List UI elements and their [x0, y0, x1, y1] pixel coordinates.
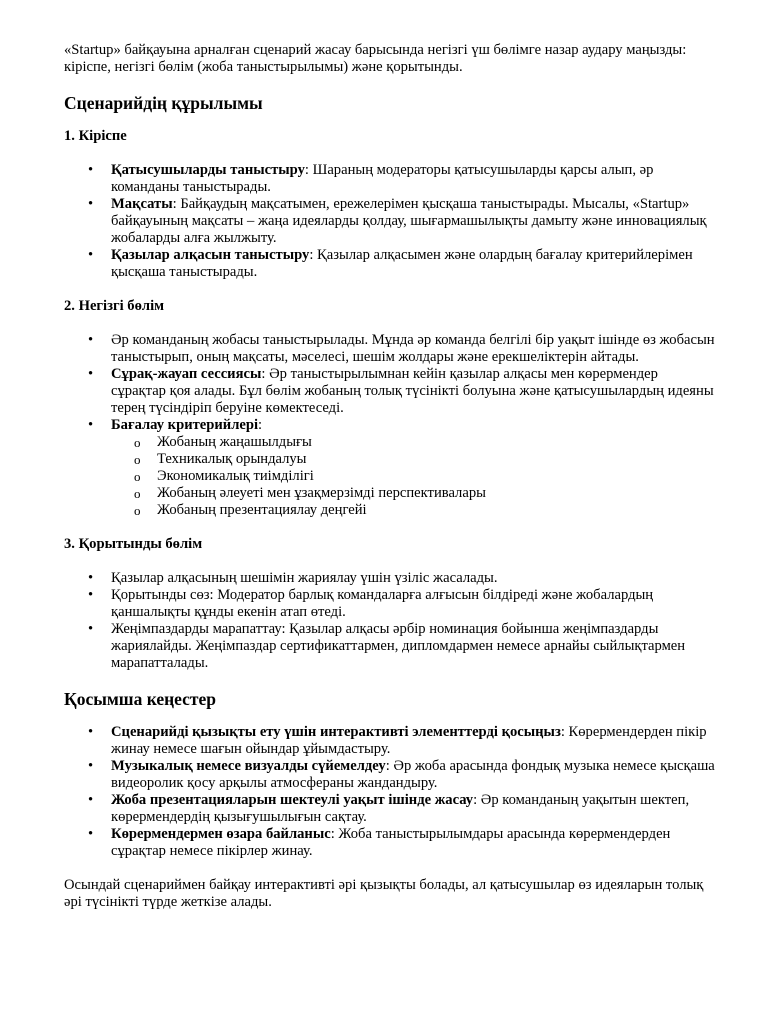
- closing-paragraph: Осындай сценариймен байқау интерактивті әрі қызықты болады, ал қатысушылар өз идеяларын толық әрі түсінікті түрде жеткізе алады.: [64, 877, 704, 910]
- list-item: [111, 417, 716, 519]
- item-term: Қазылар алқасын таныстыру: [111, 247, 310, 263]
- section-2-heading: 2. Негізгі бөлім: [64, 298, 165, 314]
- item-text: : Қазылар алқасымен және олардың бағалау критерийлерімен қысқаша таныстырады.: [111, 247, 693, 280]
- list-item: [111, 196, 716, 247]
- item-term: Қатысушыларды таныстыру: [111, 162, 305, 178]
- item-text: : Көрермендерден пікір жинау немесе шағын ойындар ұйымдастыру.: [111, 724, 707, 757]
- section-1-heading: 1. Кіріспе: [64, 128, 127, 144]
- item-text: : Әр команданың уақытын шектеп, көрермендердің қызығушылығын сақтау.: [111, 792, 690, 825]
- list-item: [111, 826, 716, 860]
- item-text: Жеңімпаздарды марапаттау: Қазылар алқасы әрбір номинация бойынша жеңімпаздарды жариялайды. Жеңімпаздар сертификаттармен, дипломдармен немесе арнайы сыйлықтармен марапатталады.: [111, 621, 686, 671]
- list-item: [111, 332, 716, 366]
- item-term: Сценарийді қызықты ету үшін интерактивті элементтерді қосыңыз: [111, 724, 561, 740]
- list-item: [111, 792, 716, 826]
- item-term: Мақсаты: [111, 196, 173, 212]
- section-1-list: [64, 162, 716, 281]
- list-item: [111, 366, 716, 417]
- criteria-item: o Жобаның әлеуеті мен ұзақмерзімді перспективалары: [157, 485, 716, 502]
- criteria-list: [111, 434, 716, 519]
- intro-paragraph: «Startup» байқауына арналған сценарий жасау барысында негізгі үш бөлімге назар аудару маңызды: кіріспе, негізгі бөлім (жоба таныстырылымы) және қорытынды.: [64, 42, 687, 75]
- item-term: Көрермендермен өзара байланыс: [111, 826, 331, 842]
- list-item: [111, 758, 716, 792]
- item-term: Жоба презентацияларын шектеулі уақыт ішінде жасау: [111, 792, 474, 808]
- criteria-item: o Техникалық орындалуы: [157, 451, 716, 468]
- criteria-item: o Жобаның жаңашылдығы: [157, 434, 716, 451]
- list-item: [111, 162, 716, 196]
- list-item: [111, 724, 716, 758]
- structure-heading: Сценарийдің құрылымы: [64, 93, 263, 113]
- item-text: : Шараның модераторы қатысушыларды қарсы алып, әр команданы таныстырады.: [111, 162, 654, 195]
- list-item: [111, 621, 716, 672]
- list-item: [111, 570, 716, 587]
- list-item: [111, 587, 716, 621]
- tips-heading: Қосымша кеңестер: [64, 689, 217, 709]
- item-text: Қорытынды сөз: Модератор барлық командаларға алғысын білдіреді және жобалардың қаншалықты құнды екенін атап өтеді.: [111, 587, 654, 620]
- item-text: : Жоба таныстырылымдары арасында көрермендерден сұрақтар немесе пікірлер жинау.: [111, 826, 671, 859]
- item-text: : Әр жоба арасында фондық музыка немесе қысқаша видеоролик қосу арқылы атмосфераны жандандыру.: [111, 758, 715, 791]
- criteria-item: o Жобаның презентациялау деңгейі: [157, 502, 716, 519]
- item-term: Сұрақ-жауап сессиясы: [111, 366, 262, 382]
- list-item: [111, 247, 716, 281]
- item-text: : Әр таныстырылымнан кейін қазылар алқасы мен көрермендер сұрақтар қоя алады. Бұл бөлім жобаның толық түсінікті болуына және қатысушылардың идеяны терең түсіндіріп беруіне көмектеседі.: [111, 366, 714, 416]
- item-term: Бағалау критерийлері: [111, 417, 259, 433]
- criteria-item: o Экономикалық тиімділігі: [157, 468, 716, 485]
- item-text: : Байқаудың мақсатымен, ережелерімен қысқаша таныстырады. Мысалы, «Startup» байқауының мақсаты – жаңа идеяларды қолдау, шығармашылықты дамыту және инновациялық жобаларды алға жылжыту.: [111, 196, 707, 246]
- item-text: :: [258, 417, 263, 433]
- tips-list: [64, 724, 716, 860]
- item-term: Музыкалық немесе визуалды сүйемелдеу: [111, 758, 386, 774]
- section-3-heading: 3. Қорытынды бөлім: [64, 536, 203, 552]
- section-3-list: [64, 570, 716, 672]
- item-text: Әр команданың жобасы таныстырылады. Мұнда әр команда белгілі бір уақыт ішінде өз жобасын таныстырып, оның мақсаты, мәселесі, шешім жолдары және ерекшеліктерін айтады.: [111, 332, 715, 365]
- item-text: Қазылар алқасының шешімін жариялау үшін үзіліс жасалады.: [111, 570, 498, 586]
- section-2-list: [64, 332, 716, 519]
